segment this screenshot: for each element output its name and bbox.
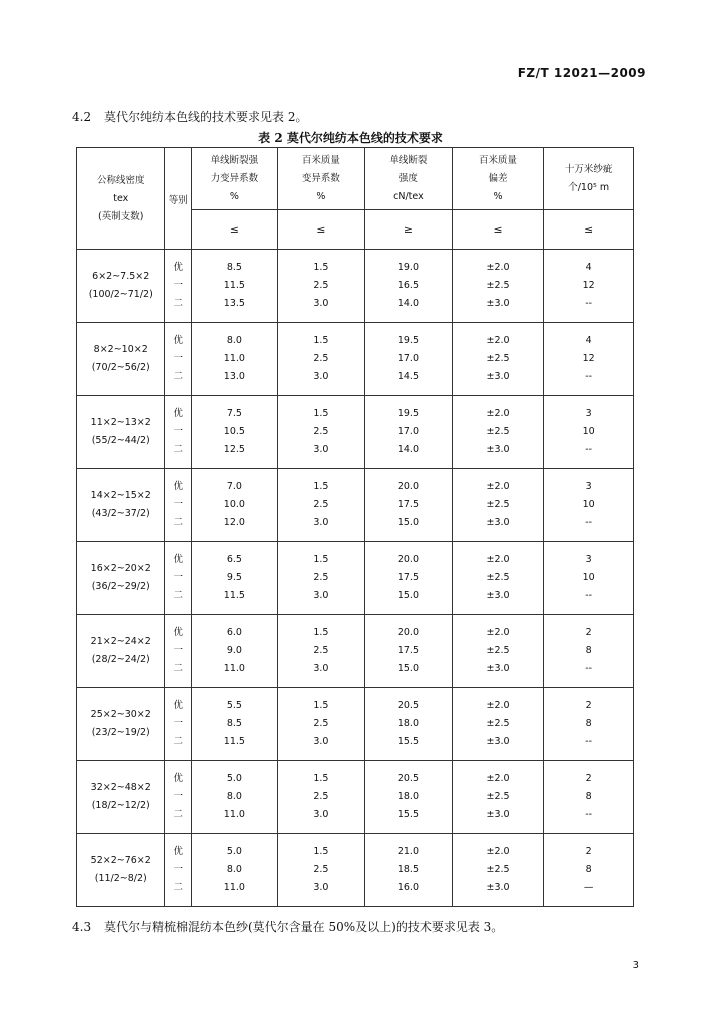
mass-deviation-cell: ±2.0 ±2.5 ±3.0 bbox=[452, 250, 543, 323]
tenacity-cell: 19.0 16.5 14.0 bbox=[365, 250, 453, 323]
density-cell: 32×2~48×2 (18/2~12/2) bbox=[77, 761, 165, 834]
neps-cell: 2 8 -- bbox=[544, 688, 634, 761]
strength-cv-cell: 5.0 8.0 11.0 bbox=[192, 761, 278, 834]
mass-cv-cell: 1.5 2.5 3.0 bbox=[277, 250, 364, 323]
page-number: 3 bbox=[632, 960, 639, 971]
grade-cell: 优 一 二 bbox=[165, 469, 192, 542]
mass-deviation-cell: ±2.0 ±2.5 ±3.0 bbox=[452, 834, 543, 907]
symbol-mass-cv: ≤ bbox=[277, 210, 364, 250]
table-row bbox=[77, 615, 634, 688]
table-row bbox=[77, 761, 634, 834]
mass-deviation-cell: ±2.0 ±2.5 ±3.0 bbox=[452, 688, 543, 761]
section-4-3 bbox=[72, 918, 503, 935]
strength-cv-cell: 8.5 11.5 13.5 bbox=[192, 250, 278, 323]
mass-cv-cell: 1.5 2.5 3.0 bbox=[277, 323, 364, 396]
mass-deviation-cell: ±2.0 ±2.5 ±3.0 bbox=[452, 761, 543, 834]
grade-cell: 优 一 二 bbox=[165, 615, 192, 688]
table-row bbox=[77, 834, 634, 907]
section-text: 莫代尔纯纺本色线的技术要求见表 2。 bbox=[104, 110, 308, 124]
density-cell: 25×2~30×2 (23/2~19/2) bbox=[77, 688, 165, 761]
density-cell: 16×2~20×2 (36/2~29/2) bbox=[77, 542, 165, 615]
tenacity-cell: 20.0 17.5 15.0 bbox=[365, 542, 453, 615]
grade-cell: 优 一 二 bbox=[165, 761, 192, 834]
density-cell: 6×2~7.5×2 (100/2~71/2) bbox=[77, 250, 165, 323]
spec-table bbox=[76, 147, 634, 907]
mass-deviation-cell: ±2.0 ±2.5 ±3.0 bbox=[452, 396, 543, 469]
strength-cv-cell: 7.5 10.5 12.5 bbox=[192, 396, 278, 469]
mass-deviation-cell: ±2.0 ±2.5 ±3.0 bbox=[452, 323, 543, 396]
mass-cv-cell: 1.5 2.5 3.0 bbox=[277, 469, 364, 542]
section-4-2 bbox=[72, 108, 307, 125]
mass-cv-cell: 1.5 2.5 3.0 bbox=[277, 761, 364, 834]
section-text: 莫代尔与精梳棉混纺本色纱(莫代尔含量在 50%及以上)的技术要求见表 3。 bbox=[104, 920, 504, 934]
grade-cell: 优 一 二 bbox=[165, 323, 192, 396]
grade-cell: 优 一 二 bbox=[165, 250, 192, 323]
tenacity-cell: 20.5 18.0 15.5 bbox=[365, 761, 453, 834]
neps-cell: 4 12 -- bbox=[544, 323, 634, 396]
header-neps: 十万米纱疵 个/10⁵ m bbox=[544, 148, 634, 210]
table-caption: 表 2 莫代尔纯纺本色线的技术要求 bbox=[258, 131, 443, 145]
strength-cv-cell: 7.0 10.0 12.0 bbox=[192, 469, 278, 542]
table-row bbox=[77, 469, 634, 542]
header-tenacity: 单线断裂 强度 cN/tex bbox=[365, 148, 453, 210]
neps-cell: 2 8 — bbox=[544, 834, 634, 907]
table-row bbox=[77, 542, 634, 615]
grade-cell: 优 一 二 bbox=[165, 396, 192, 469]
density-cell: 14×2~15×2 (43/2~37/2) bbox=[77, 469, 165, 542]
header-grade: 等别 bbox=[165, 148, 192, 250]
tenacity-cell: 21.0 18.5 16.0 bbox=[365, 834, 453, 907]
symbol-neps: ≤ bbox=[544, 210, 634, 250]
mass-deviation-cell: ±2.0 ±2.5 ±3.0 bbox=[452, 542, 543, 615]
strength-cv-cell: 6.5 9.5 11.5 bbox=[192, 542, 278, 615]
density-cell: 11×2~13×2 (55/2~44/2) bbox=[77, 396, 165, 469]
grade-cell: 优 一 二 bbox=[165, 688, 192, 761]
section-number: 4.3 bbox=[72, 920, 92, 934]
neps-cell: 3 10 -- bbox=[544, 542, 634, 615]
symbol-strength-cv: ≤ bbox=[192, 210, 278, 250]
tenacity-cell: 20.0 17.5 15.0 bbox=[365, 615, 453, 688]
table-row bbox=[77, 688, 634, 761]
density-cell: 21×2~24×2 (28/2~24/2) bbox=[77, 615, 165, 688]
neps-cell: 3 10 -- bbox=[544, 396, 634, 469]
tenacity-cell: 19.5 17.0 14.0 bbox=[365, 396, 453, 469]
density-cell: 52×2~76×2 (11/2~8/2) bbox=[77, 834, 165, 907]
mass-cv-cell: 1.5 2.5 3.0 bbox=[277, 615, 364, 688]
neps-cell: 3 10 -- bbox=[544, 469, 634, 542]
header-mass-cv: 百米质量 变异系数 % bbox=[277, 148, 364, 210]
header-mass-deviation: 百米质量 偏差 % bbox=[452, 148, 543, 210]
strength-cv-cell: 5.5 8.5 11.5 bbox=[192, 688, 278, 761]
table-row bbox=[77, 250, 634, 323]
neps-cell: 4 12 -- bbox=[544, 250, 634, 323]
section-number: 4.2 bbox=[72, 110, 92, 124]
symbol-tenacity: ≥ bbox=[365, 210, 453, 250]
table-row bbox=[77, 323, 634, 396]
grade-cell: 优 一 二 bbox=[165, 834, 192, 907]
mass-deviation-cell: ±2.0 ±2.5 ±3.0 bbox=[452, 615, 543, 688]
tenacity-cell: 20.0 17.5 15.0 bbox=[365, 469, 453, 542]
standard-code: FZ/T 12021—2009 bbox=[517, 66, 646, 80]
neps-cell: 2 8 -- bbox=[544, 761, 634, 834]
mass-cv-cell: 1.5 2.5 3.0 bbox=[277, 834, 364, 907]
grade-cell: 优 一 二 bbox=[165, 542, 192, 615]
mass-cv-cell: 1.5 2.5 3.0 bbox=[277, 396, 364, 469]
tenacity-cell: 19.5 17.0 14.5 bbox=[365, 323, 453, 396]
header-density: 公称线密度 tex (英制支数) bbox=[77, 148, 165, 250]
tenacity-cell: 20.5 18.0 15.5 bbox=[365, 688, 453, 761]
strength-cv-cell: 6.0 9.0 11.0 bbox=[192, 615, 278, 688]
table-row bbox=[77, 396, 634, 469]
mass-cv-cell: 1.5 2.5 3.0 bbox=[277, 688, 364, 761]
header-strength-cv: 单线断裂强 力变异系数 % bbox=[192, 148, 278, 210]
mass-deviation-cell: ±2.0 ±2.5 ±3.0 bbox=[452, 469, 543, 542]
strength-cv-cell: 5.0 8.0 11.0 bbox=[192, 834, 278, 907]
strength-cv-cell: 8.0 11.0 13.0 bbox=[192, 323, 278, 396]
density-cell: 8×2~10×2 (70/2~56/2) bbox=[77, 323, 165, 396]
symbol-mass-deviation: ≤ bbox=[452, 210, 543, 250]
neps-cell: 2 8 -- bbox=[544, 615, 634, 688]
mass-cv-cell: 1.5 2.5 3.0 bbox=[277, 542, 364, 615]
